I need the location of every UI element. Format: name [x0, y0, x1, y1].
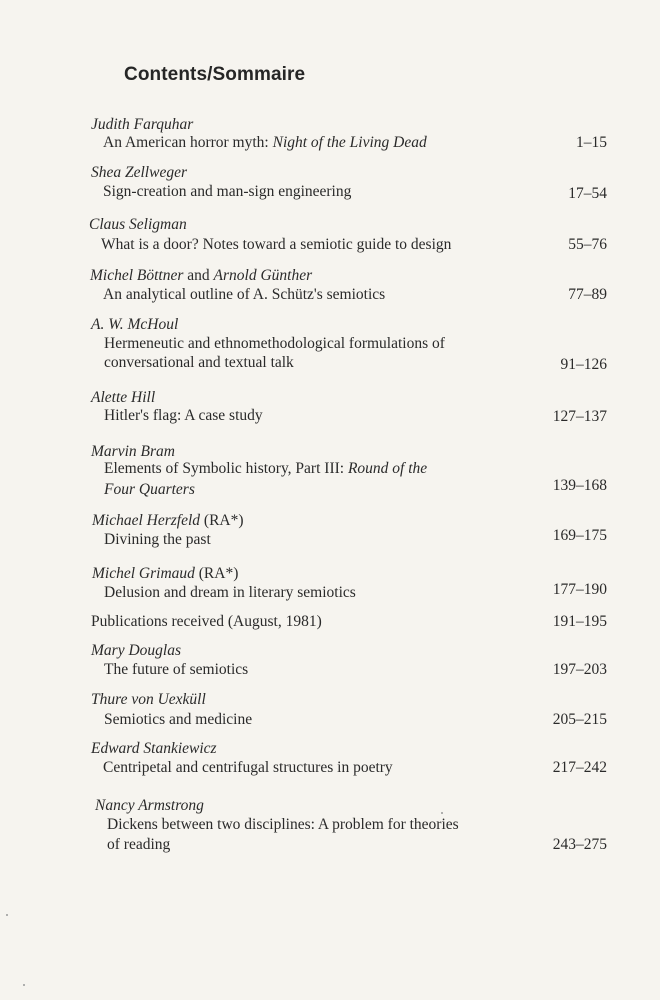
- entry-author: [92, 565, 238, 583]
- entry-title-line: [104, 335, 445, 353]
- title-italic-text: Night of the Living Dead: [272, 134, 427, 151]
- title-text: Elements of Symbolic history, Part III:: [104, 460, 348, 477]
- title-text: Hitler's flag: A case study: [104, 407, 263, 424]
- entry-title-line: [104, 711, 252, 729]
- entry-pages: 91–126: [560, 356, 607, 373]
- title-italic-text: Four Quarters: [104, 481, 195, 498]
- title-text: What is a door? Notes toward a semiotic guide to design: [101, 236, 452, 253]
- entry-author: Edward Stankiewicz: [91, 740, 217, 757]
- entry-pages: 243–275: [552, 836, 607, 853]
- author-name: Michel Böttner: [90, 267, 184, 284]
- title-text: Dickens between two disciplines: A problem for theories: [107, 816, 459, 833]
- title-text: Divining the past: [104, 531, 211, 548]
- title-text: Sign-creation and man-sign engineering: [103, 183, 352, 200]
- entry-pages: 205–215: [552, 711, 607, 728]
- entry-author: Shea Zellweger: [91, 164, 187, 181]
- title-text: Delusion and dream in literary semiotics: [104, 584, 356, 601]
- page-title: Contents/Sommaire: [124, 64, 306, 85]
- entry-title-line: [104, 354, 294, 372]
- entry-title-line: [107, 836, 170, 854]
- entry-author: Marvin Bram: [91, 443, 175, 460]
- title-text: An American horror myth:: [103, 134, 273, 151]
- entry-title-line: [104, 481, 195, 499]
- entry-title-line: [103, 183, 351, 201]
- entry-author: Nancy Armstrong: [95, 797, 204, 814]
- entry-pages: 127–137: [552, 408, 607, 425]
- entry-pages: 55–76: [568, 236, 607, 253]
- entry-title-line: [104, 407, 263, 425]
- entry-pages: 197–203: [552, 661, 607, 678]
- entry-title-line: [91, 613, 322, 631]
- title-text: conversational and textual talk: [104, 354, 294, 371]
- entry-pages: 217–242: [552, 759, 607, 776]
- entry-pages: 1–15: [576, 134, 607, 151]
- title-text: Semiotics and medicine: [104, 711, 253, 728]
- entry-title-line: [107, 816, 459, 834]
- entry-author: [92, 512, 244, 530]
- author-connector: (RA*): [194, 565, 239, 582]
- entry-title-line: [104, 531, 211, 549]
- entry-author: Claus Seligman: [89, 216, 187, 233]
- entry-author: A. W. McHoul: [91, 316, 179, 333]
- entry-title-line: [104, 661, 248, 679]
- entry-pages: 17–54: [568, 185, 607, 202]
- paper-speck: [6, 914, 8, 916]
- entry-title-line: [103, 759, 393, 777]
- entry-pages: 139–168: [552, 477, 607, 494]
- title-text: Publications received (August, 1981): [91, 613, 322, 630]
- entry-title-line: [104, 584, 356, 602]
- entry-title-line: [104, 460, 427, 478]
- title-italic-text: Round of the: [347, 460, 428, 477]
- entry-pages: 191–195: [552, 613, 607, 630]
- title-text: An analytical outline of A. Schütz's semiotics: [103, 286, 386, 303]
- entry-title-line: [103, 134, 427, 152]
- entry-title-line: [101, 236, 451, 254]
- title-text: Hermeneutic and ethnomethodological formulations of: [104, 335, 445, 352]
- paper-speck: [441, 812, 443, 814]
- entry-pages: 169–175: [552, 527, 607, 544]
- entry-author: Alette Hill: [91, 389, 156, 406]
- author-connector: and: [183, 267, 214, 284]
- entry-pages: 77–89: [568, 286, 607, 303]
- entry-pages: 177–190: [552, 581, 607, 598]
- entry-title-line: [103, 286, 385, 304]
- title-text: of reading: [107, 836, 171, 853]
- author-name: Arnold Günther: [213, 267, 313, 284]
- author-connector: (RA*): [200, 512, 244, 529]
- entry-author: Thure von Uexküll: [91, 691, 206, 708]
- entry-author: [90, 267, 312, 285]
- entry-author: Judith Farquhar: [91, 116, 194, 133]
- author-name: Michel Grimaud: [92, 565, 195, 582]
- paper-speck: [23, 984, 25, 986]
- entry-author: Mary Douglas: [91, 642, 181, 659]
- title-text: The future of semiotics: [104, 661, 249, 678]
- title-text: Centripetal and centrifugal structures in poetry: [103, 759, 393, 776]
- author-name: Michael Herzfeld: [92, 512, 201, 529]
